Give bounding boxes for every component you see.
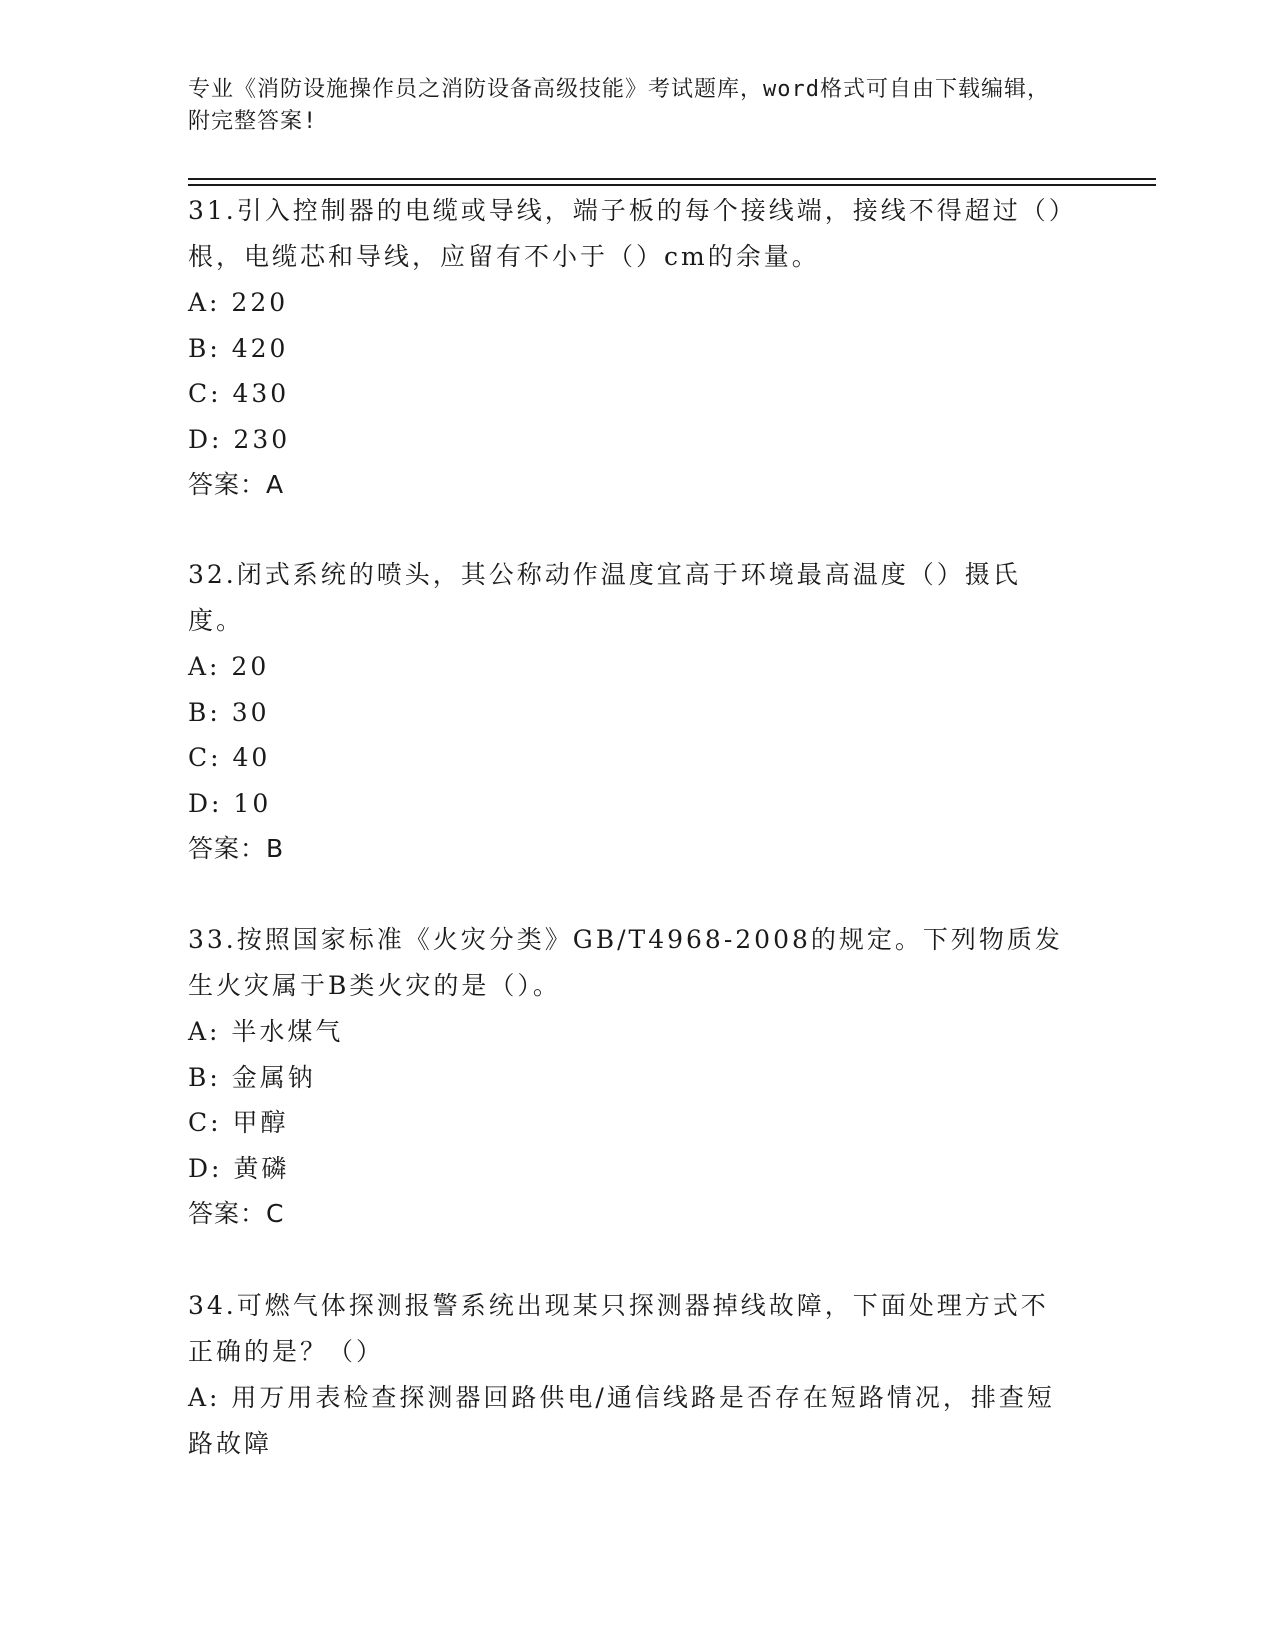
header-divider-top	[188, 178, 1156, 180]
option-a: A: 用万用表检查探测器回路供电/通信线路是否存在短路情况，排查短路故障	[188, 1383, 1055, 1458]
option-c: C: 甲醇	[188, 1108, 289, 1137]
option-a: A: 20	[188, 652, 270, 681]
question-stem: 32.闭式系统的喷头，其公称动作温度宜高于环境最高温度（）摄氏度。	[188, 560, 1021, 635]
option-b: B: 金属钠	[188, 1062, 316, 1092]
answer-label: 答案：B	[188, 834, 285, 863]
option-d: D: 黄磷	[188, 1153, 290, 1183]
question-32	[188, 552, 1068, 872]
option-a: A: 220	[188, 288, 289, 317]
option-c: C: 40	[188, 743, 271, 772]
answer-label: 答案：A	[188, 470, 285, 499]
question-stem: 34.可燃气体探测报警系统出现某只探测器掉线故障，下面处理方式不正确的是？（）	[188, 1291, 1049, 1366]
question-stem: 33.按照国家标准《火灾分类》GB/T4968-2008的规定。下列物质发生火灾属于B类火灾的是（）。	[188, 925, 1063, 1000]
header-divider-bottom	[188, 184, 1156, 186]
option-b: B: 420	[188, 333, 289, 363]
question-31	[188, 188, 1068, 508]
document-header: 专业《消防设施操作员之消防设备高级技能》考试题库，word格式可自由下载编辑，附完整答案!	[188, 77, 1050, 134]
question-33	[188, 917, 1068, 1237]
question-34	[188, 1283, 1068, 1466]
option-c: C: 430	[188, 379, 290, 408]
answer-label: 答案：C	[188, 1199, 285, 1228]
question-stem: 31.引入控制器的电缆或导线，端子板的每个接线端，接线不得超过（）根，电缆芯和导线，应留有不小于（）cm的余量。	[188, 196, 1065, 271]
option-d: D: 230	[188, 424, 291, 454]
option-a: A: 半水煤气	[188, 1017, 344, 1046]
option-b: B: 30	[188, 697, 270, 727]
option-d: D: 10	[188, 788, 272, 818]
